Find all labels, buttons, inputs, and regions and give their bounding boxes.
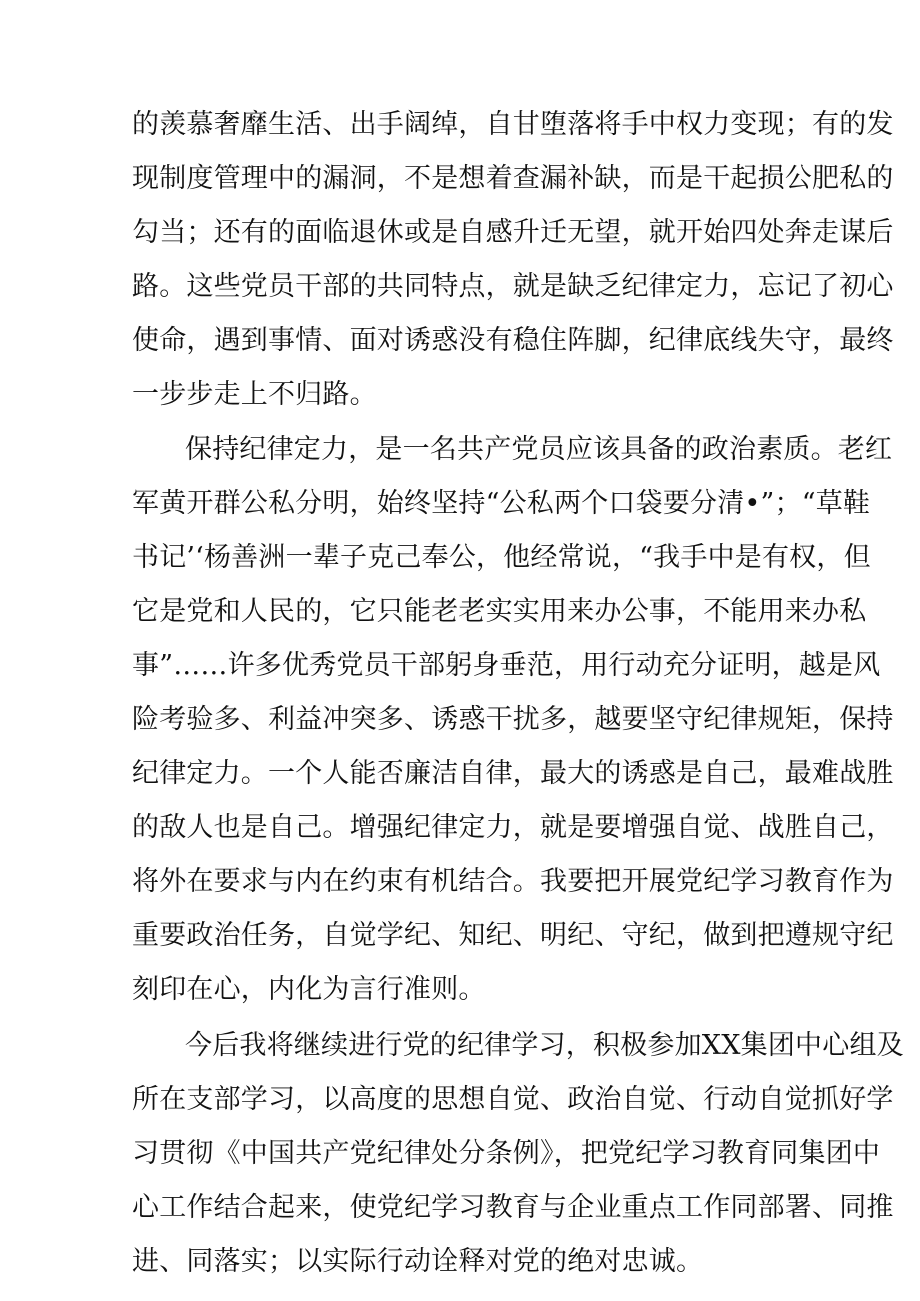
paragraph-line: 一步步走上不归路。	[132, 379, 377, 410]
paragraph-line: 的敌人也是自己。增强纪律定力，就是要增强自觉、战胜自己，	[132, 812, 894, 843]
paragraph-line: 重要政治任务，自觉学纪、知纪、明纪、守纪，做到把遵规守纪	[132, 920, 894, 951]
paragraph-line: 使命，遇到事情、面对诱惑没有稳住阵脚，纪律底线失守，最终	[132, 325, 894, 356]
paragraph-line: 刻印在心，内化为言行准则。	[132, 974, 486, 1005]
paragraph-line: 进、同落实；以实际行动诠释对党的绝对忠诚。	[132, 1246, 704, 1277]
paragraph-line: 心工作结合起来，使党纪学习教育与企业重点工作同部署、同推	[132, 1192, 894, 1223]
paragraph-line: 书记’‘杨善洲一辈子克己奉公，他经常说，“我手中是有权，但	[132, 542, 871, 573]
paragraph-line: 路。这些党员干部的共同特点，就是缺乏纪律定力，忘记了初心	[132, 271, 894, 302]
paragraph-line: 的羡慕奢靡生活、出手阔绰，自甘堕落将手中权力变现；有的发	[132, 109, 894, 140]
paragraph-line: 将外在要求与内在约束有机结合。我要把开展党纪学习教育作为	[132, 866, 894, 897]
paragraph-line: 所在支部学习，以高度的思想自觉、政治自觉、行动自觉抓好学	[132, 1084, 894, 1115]
paragraph-line: 它是党和人民的，它只能老老实实用来办公事，不能用来办私	[132, 596, 867, 627]
paragraph-line: 险考验多、利益冲突多、诱惑干扰多，越要坚守纪律规矩，保持	[132, 704, 894, 735]
paragraph-line: 勾当；还有的面临退休或是自感升迁无望，就开始四处奔走谋后	[132, 217, 894, 248]
paragraph-line: 习贯彻《中国共产党纪律处分条例》，把党纪学习教育同集团中	[132, 1138, 881, 1169]
paragraph-line: 今后我将继续进行党的纪律学习，积极参加XX集团中心组及	[185, 1030, 904, 1061]
paragraph-line: 纪律定力。一个人能否廉洁自律，最大的诱惑是自己，最难战胜	[132, 758, 894, 789]
paragraph-line: 保持纪律定力，是一名共产党员应该具备的政治素质。老红	[185, 434, 893, 465]
paragraph-line: 军黄开群公私分明，始终坚持“公私两个口袋要分清•”；“草鞋	[132, 488, 871, 519]
paragraph-line: 现制度管理中的漏洞，不是想着查漏补缺，而是干起损公肥私的	[132, 163, 894, 194]
paragraph-line: 事”……许多优秀党员干部躬身垂范，用行动充分证明，越是风	[132, 650, 881, 681]
